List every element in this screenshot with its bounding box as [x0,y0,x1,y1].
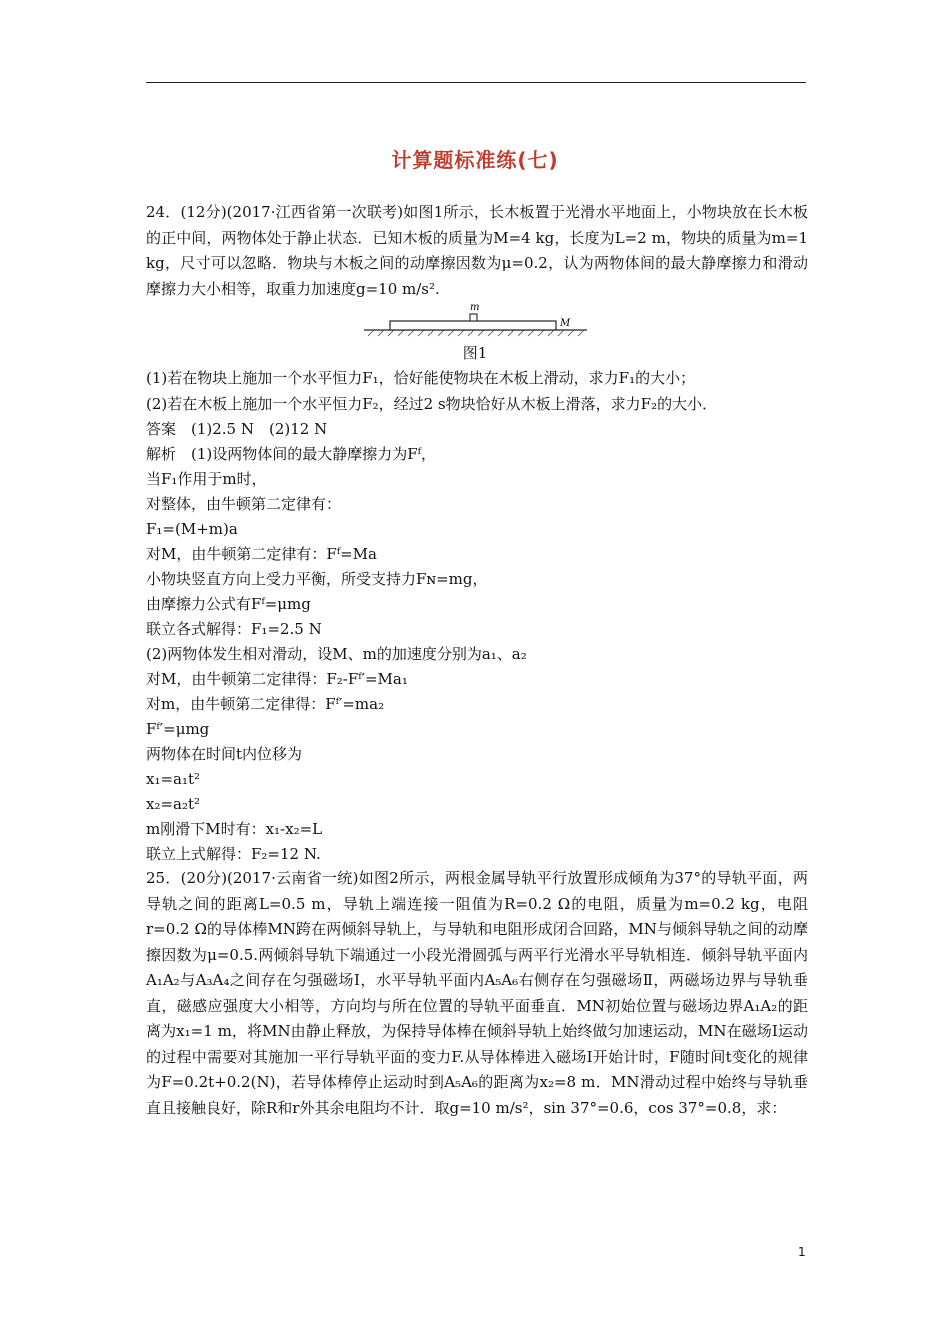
answer-line: 对M，由牛顿第二定律得：F₂-Fᶠ′=Ma₁ [146,670,408,688]
answer-line: 对整体，由牛顿第二定律有： [146,495,342,513]
ground-hatch [368,330,584,336]
answer-line: m刚滑下M时有：x₁-x₂=L [146,820,323,838]
header-rule [146,82,806,83]
answer-line: 当F₁作用于m时， [146,470,267,488]
answer-line: x₁=a₁t² [146,770,201,788]
question-25-stem: 25．(20分)(2017·云南省一统)如图2所示，两根金属导轨平行放置形成倾角为37°的导轨平面，两导轨之间的距离L=0.5 m，导轨上端连接一阻值为R=0.2 Ω的电阻，质量为m=0.2 kg，电阻r=0.2 Ω的导体棒MN跨在两倾斜导轨上，与导轨和电阻形成闭合回路，MN与倾斜导轨之间的动摩擦因数为μ=0.5.两倾斜导轨下端通过一小段光滑圆弧与两平行光滑水平导轨相连．倾斜导轨平面内A₁A₂与A₃A₄之间存在匀强磁场Ⅰ，水平导轨平面内A₅A₆右侧存在匀强磁场Ⅱ，两磁场边界与导轨垂直，磁感应强度大小相等，方向均与所在位置的导轨平面垂直．MN初始位置与磁场边界A₁A₂的距离为x₁=1 m，将MN由静止释放，为保持导体棒在倾斜导轨上始终做匀加速运动，MN在磁场Ⅰ运动的过程中需要对其施加一平行导轨平面的变力F.从导体棒进入磁场Ⅰ开始计时，F随时间t变化的规律为F=0.2t+0.2(N)，若导体棒停止运动时到A₅A₆的距离为x₂=8 m．MN滑动过程中始终与导轨垂直且接触良好，除R和r外其余电阻均不计．取g=10 m/s²，sin 37°=0.6，cos 37°=0.8，求： [146,869,808,1117]
answer-line: 联立上式解得：F₂=12 N. [146,845,321,863]
answer-line: 两物体在时间t内位移为 [146,745,303,763]
figure-1-caption: 图1 [462,344,488,362]
answer-line: 对M，由牛顿第二定律有：Fᶠ=Ma [146,545,377,563]
answer-line: F₁=(M+m)a [146,520,238,538]
answer-line: 由摩擦力公式有Fᶠ=μmg [146,595,311,613]
answer-line: (2)若在木板上施加一个水平恒力F₂，经过2 s物块恰好从木板上滑落，求力F₂的大小． [146,395,718,413]
page-title: 计算题标准练(七) [391,148,559,172]
answer-line: (2)两物体发生相对滑动，设M、m的加速度分别为a₁、a₂ [146,645,527,663]
board-block-diagram [362,300,592,340]
page-number: 1 [798,1245,806,1259]
answer-line: 联立各式解得：F₁=2.5 N [146,620,322,638]
answer-line: x₂=a₂t² [146,795,201,813]
question-24-stem: 24．(12分)(2017·江西省第一次联考)如图1所示，长木板置于光滑水平地面上，小物块放在长木板的正中间，两物体处于静止状态．已知木板的质量为M=4 kg，长度为L=2 m，物块的质量为m=1 kg，尺寸可以忽略．物块与木板之间的动摩擦因数为μ=0.2，认为两物体间的最大静摩擦力和滑动摩擦力大小相等，取重力加速度g=10 m/s². [146,203,808,298]
small-block [470,314,477,321]
answer-line: 小物块竖直方向上受力平衡，所受支持力Fɴ=mg， [146,570,488,588]
answer-line: 解析 (1)设两物体间的最大静摩擦力为Fᶠ， [146,445,436,463]
answer-line: 答案 (1)2.5 N (2)12 N [146,420,328,438]
answer-line: (1)若在物块上施加一个水平恒力F₁，恰好能使物块在木板上滑动，求力F₁的大小； [146,369,696,387]
long-board [390,321,556,330]
board-label: M [560,318,571,329]
figure-1 [362,300,592,344]
answer-line: Fᶠ′=μmg [146,720,210,738]
answer-line: 对m，由牛顿第二定律得：Fᶠ′=ma₂ [146,695,385,713]
block-label: m [470,302,480,313]
